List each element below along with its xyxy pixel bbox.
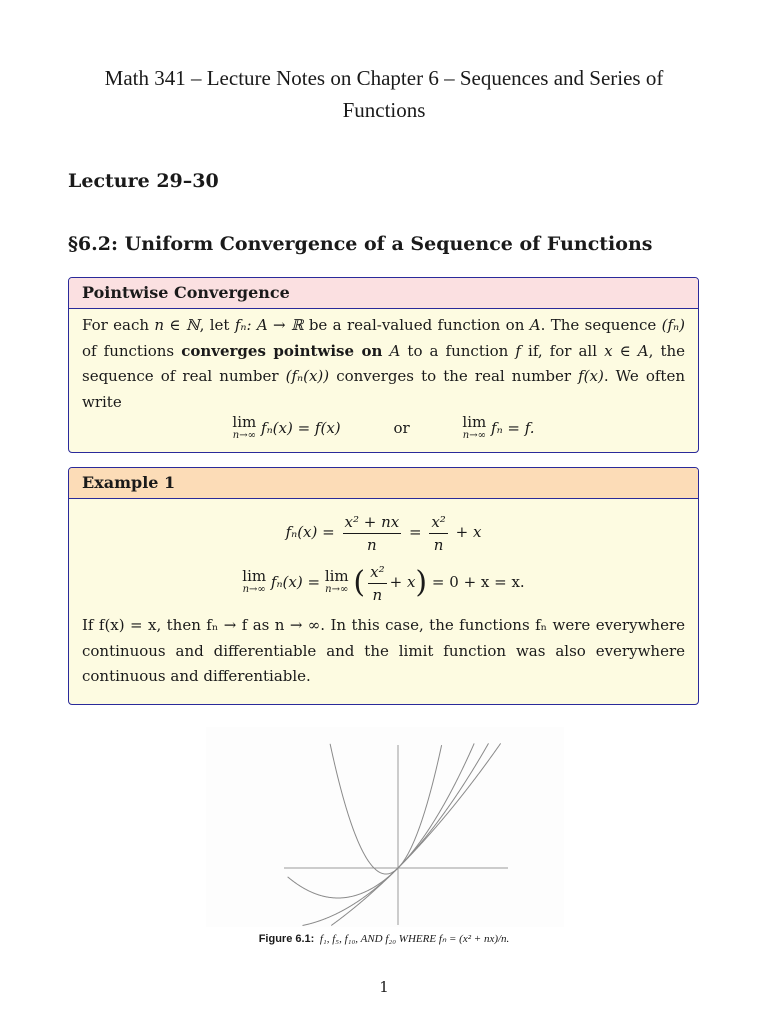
lim-sub: n→∞ [242,584,266,595]
curve-f20 [331,743,500,925]
eq2-rhs: = 0 + x = x. [431,573,525,591]
caption-text: f₁, f₅, f₁₀, AND f₂₀ WHERE fₙ = (x² + nx)/n. [319,933,510,945]
def-text-14: x ∈ A [604,341,649,360]
definition-body [69,309,698,443]
title-line-2: Functions [342,98,426,122]
def-text-3: , let [199,316,235,334]
fraction-numerator: x² + nx [343,511,402,534]
def-text-18: f(x) [578,367,604,385]
def-text-6: A [529,316,541,334]
eq-left-expr: fₙ(x) = f(x) [261,419,341,437]
def-text-8: (fₙ) [661,316,685,334]
eq2-inner-tail: + x [389,573,416,591]
def-bold-term: converges pointwise on [181,341,383,360]
curve-f1 [330,744,442,874]
definition-heading: Pointwise Convergence [69,278,698,309]
curve-f10 [303,743,489,925]
def-text-12: f [515,341,521,360]
lim-label: lim [324,567,349,585]
example-heading: Example 1 [69,468,698,499]
eq-or: or [393,419,410,437]
eq2-limit-1 [242,569,266,597]
def-text-10: A [382,341,401,360]
example-body [69,499,698,690]
curves-group [288,743,501,925]
def-text-17: converges to the real number [329,367,579,385]
eq1-lhs: fₙ(x) = [285,523,335,541]
example-box [68,467,699,705]
fraction-numerator: x² [368,561,386,584]
def-text-13: if, for all [520,341,605,360]
eq2-limit-2 [325,569,349,597]
fraction-numerator: x² [429,511,447,534]
def-text-16: (fₙ(x)) [285,367,330,385]
def-text-4: fₙ: A → ℝ [234,316,304,334]
lim-label: lim [232,413,257,431]
fraction-denominator: n [372,585,383,604]
limit-left [232,415,256,443]
figure-plot [206,727,564,927]
figure-caption [200,932,568,945]
lim-sub: n→∞ [232,430,256,441]
lim-label: lim [242,567,267,585]
eq1-tail: + x [455,523,482,541]
page-title [90,62,678,126]
def-text-19: . We often write [82,367,685,411]
fraction-denominator: n [433,535,444,554]
plot-svg [206,727,564,927]
def-text-1: For each [82,316,155,334]
lim-label: lim [462,413,487,431]
def-text-15: , the sequence of real number [82,341,686,385]
definition-equation [82,415,685,443]
fraction-denominator: n [367,535,377,554]
curve-f5 [288,743,475,898]
lim-sub: n→∞ [462,430,486,441]
caption-label: Figure 6.1: [258,933,315,945]
def-text-9: of functions [82,341,182,360]
example-paragraph: If f(x) = x, then fₙ → f as n → ∞. In this case, the functions fₙ were everywhere continuous and differentiable and the limit function was also everywhere continuous and differentiable. [82,616,685,685]
example-equation-1 [82,505,685,559]
eq2-fraction [368,561,386,606]
eq1-equals: = [408,523,422,541]
definition-box [68,277,699,453]
example-equation-2 [82,555,685,609]
lim-sub: n→∞ [325,584,349,595]
paren-open: ( [353,565,366,600]
eq1-fraction-2 [429,511,447,556]
limit-right [462,415,486,443]
title-line-1: Math 341 – Lecture Notes on Chapter 6 – Sequences and Series of [104,66,664,90]
def-text-11: to a function [400,341,516,360]
def-text-5: be a real-valued function on [303,316,530,334]
eq1-fraction-1 [343,511,402,556]
eq2-mid: fₙ(x) = [270,573,321,591]
lecture-heading: Lecture 29–30 [68,170,219,192]
def-text-2: n ∈ ℕ [154,316,200,334]
eq-right-expr: fₙ = f. [491,419,535,437]
page-number: 1 [379,978,389,996]
section-heading: §6.2: Uniform Convergence of a Sequence of Functions [68,233,653,255]
paren-close: ) [415,565,428,600]
def-text-7: . The sequence [540,316,662,334]
